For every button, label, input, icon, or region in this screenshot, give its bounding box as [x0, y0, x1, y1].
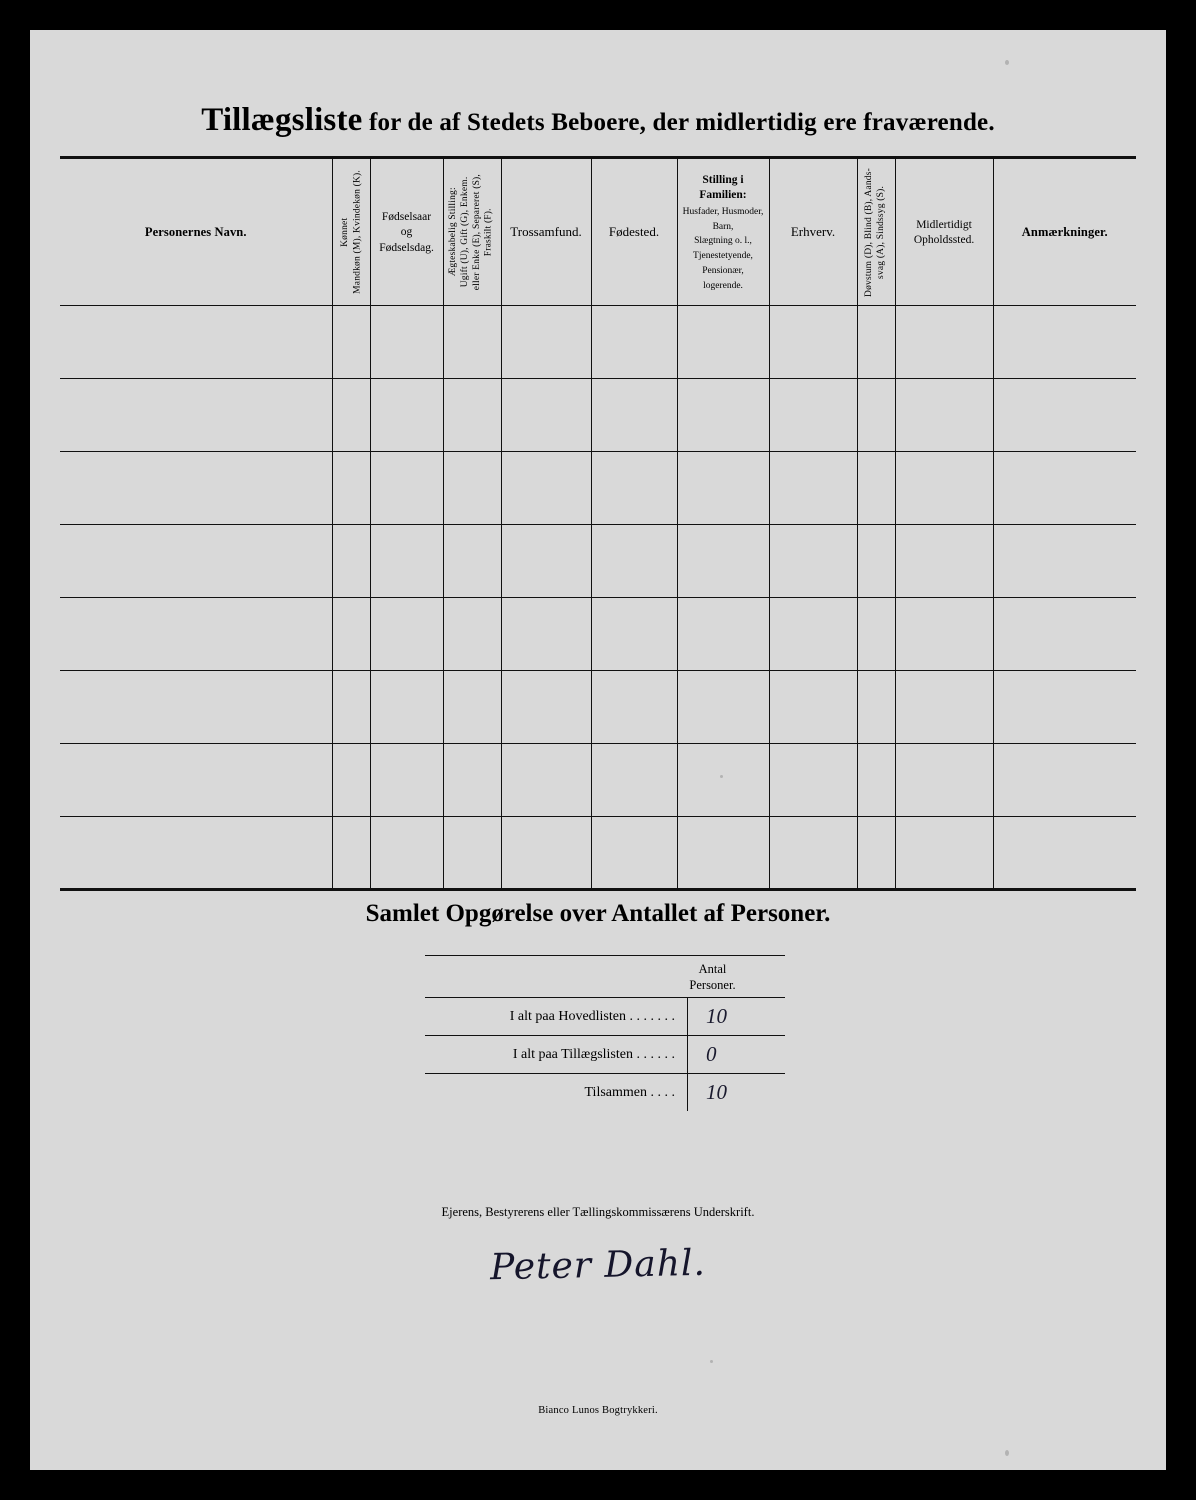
cell-fodselsaar[interactable] — [370, 379, 443, 452]
cell-navn[interactable] — [60, 744, 332, 817]
cell-anmaerkninger[interactable] — [993, 598, 1136, 671]
cell-egteskab[interactable] — [443, 306, 501, 379]
cell-opholdssted[interactable] — [895, 379, 993, 452]
summary-heading: Samlet Opgørelse over Antallet af Personer. — [365, 900, 831, 927]
cell-navn[interactable] — [60, 379, 332, 452]
cell-opholdssted[interactable] — [895, 452, 993, 525]
cell-fodested[interactable] — [591, 744, 677, 817]
signature-caption: Ejerens, Bestyrerens eller Tællingskommissærens Underskrift. — [441, 1205, 755, 1219]
cell-stilling[interactable] — [677, 452, 769, 525]
cell-trossamfund[interactable] — [501, 671, 591, 744]
table-row[interactable] — [60, 306, 1136, 379]
cell-stilling[interactable] — [677, 671, 769, 744]
cell-konnet[interactable] — [332, 525, 370, 598]
table-row[interactable] — [60, 817, 1136, 890]
signature-handwriting: Peter Dahl. — [489, 1242, 707, 1289]
col-header-erhverv: Erhverv. — [769, 158, 857, 306]
cell-erhverv[interactable] — [769, 452, 857, 525]
table-row[interactable] — [60, 671, 1136, 744]
cell-stilling[interactable] — [677, 525, 769, 598]
cell-erhverv[interactable] — [769, 744, 857, 817]
printer-imprint: Bianco Lunos Bogtrykkeri. — [538, 1405, 658, 1416]
summary-col-header: Antal Personer. — [689, 962, 736, 992]
cell-egteskab[interactable] — [443, 452, 501, 525]
table-body — [60, 306, 1136, 890]
summary-value-hovedlisten[interactable]: 10 — [687, 998, 785, 1035]
cell-konnet[interactable] — [332, 379, 370, 452]
cell-fodselsaar[interactable] — [370, 306, 443, 379]
scan-speck — [1005, 1450, 1009, 1456]
cell-fodselsaar[interactable] — [370, 598, 443, 671]
col-header-anmaerkninger: Anmærkninger. — [993, 158, 1136, 306]
cell-trossamfund[interactable] — [501, 452, 591, 525]
cell-fodested[interactable] — [591, 598, 677, 671]
cell-konnet[interactable] — [332, 817, 370, 890]
scan-speck — [720, 775, 723, 778]
cell-trossamfund[interactable] — [501, 598, 591, 671]
cell-dovstum[interactable] — [857, 452, 895, 525]
summary-label-hovedlisten: I alt paa Hovedlisten . . . . . . . — [509, 1008, 675, 1024]
cell-opholdssted[interactable] — [895, 817, 993, 890]
cell-fodested[interactable] — [591, 525, 677, 598]
page-title-rest: for de af Stedets Beboere, der midlertidig ere fraværende. — [368, 109, 995, 136]
cell-egteskab[interactable] — [443, 817, 501, 890]
col-header-konnet: Kønnet Mandkøn (M), Kvindekøn (K). — [332, 158, 370, 306]
cell-fodselsaar[interactable] — [370, 671, 443, 744]
col-header-fodselsaar: Fødselsaar og Fødselsdag. — [370, 158, 443, 306]
cell-opholdssted[interactable] — [895, 671, 993, 744]
cell-konnet[interactable] — [332, 598, 370, 671]
cell-trossamfund[interactable] — [501, 744, 591, 817]
cell-fodested[interactable] — [591, 452, 677, 525]
cell-opholdssted[interactable] — [895, 744, 993, 817]
cell-stilling[interactable] — [677, 598, 769, 671]
cell-egteskab[interactable] — [443, 671, 501, 744]
cell-egteskab[interactable] — [443, 379, 501, 452]
cell-anmaerkninger[interactable] — [993, 379, 1136, 452]
table-row[interactable] — [60, 379, 1136, 452]
cell-anmaerkninger[interactable] — [993, 744, 1136, 817]
page-title — [30, 102, 1166, 139]
cell-navn[interactable] — [60, 306, 332, 379]
scanned-form-page — [30, 30, 1166, 1470]
cell-opholdssted[interactable] — [895, 525, 993, 598]
cell-fodested[interactable] — [591, 379, 677, 452]
cell-dovstum[interactable] — [857, 598, 895, 671]
cell-konnet[interactable] — [332, 306, 370, 379]
cell-dovstum[interactable] — [857, 817, 895, 890]
cell-fodested[interactable] — [591, 817, 677, 890]
col-header-egteskabelig-stilling: Ægteskabelig Stilling: Ugift (U), Gift (G), Enkem. eller Enke (E), Separeret (S), Fraskilt (F). — [443, 158, 501, 306]
cell-navn[interactable] — [60, 817, 332, 890]
cell-dovstum[interactable] — [857, 306, 895, 379]
col-header-fodested: Fødested. — [591, 158, 677, 306]
cell-navn[interactable] — [60, 598, 332, 671]
cell-konnet[interactable] — [332, 452, 370, 525]
cell-dovstum[interactable] — [857, 744, 895, 817]
cell-egteskab[interactable] — [443, 525, 501, 598]
scan-speck — [1005, 60, 1009, 65]
cell-trossamfund[interactable] — [501, 817, 591, 890]
cell-stilling[interactable] — [677, 817, 769, 890]
col-header-midlertidigt-opholdssted: Midlertidigt Opholdssted. — [895, 158, 993, 306]
cell-erhverv[interactable] — [769, 306, 857, 379]
table-row[interactable] — [60, 598, 1136, 671]
cell-anmaerkninger[interactable] — [993, 452, 1136, 525]
cell-stilling[interactable] — [677, 379, 769, 452]
summary-row-tillaegslisten — [425, 1036, 785, 1074]
cell-fodselsaar[interactable] — [370, 525, 443, 598]
cell-trossamfund[interactable] — [501, 379, 591, 452]
summary-table — [425, 955, 785, 1111]
cell-konnet[interactable] — [332, 744, 370, 817]
cell-anmaerkninger[interactable] — [993, 306, 1136, 379]
cell-trossamfund[interactable] — [501, 525, 591, 598]
summary-value-tilsammen[interactable]: 10 — [687, 1074, 785, 1111]
scan-speck — [710, 1360, 713, 1363]
cell-egteskab[interactable] — [443, 744, 501, 817]
cell-erhverv[interactable] — [769, 379, 857, 452]
cell-egteskab[interactable] — [443, 598, 501, 671]
cell-erhverv[interactable] — [769, 671, 857, 744]
cell-dovstum[interactable] — [857, 525, 895, 598]
cell-anmaerkninger[interactable] — [993, 525, 1136, 598]
cell-navn[interactable] — [60, 452, 332, 525]
cell-fodested[interactable] — [591, 671, 677, 744]
cell-opholdssted[interactable] — [895, 598, 993, 671]
col-header-stilling-i-familien: Stilling i Familien: Husfader, Husmoder, Barn, Slægtning o. l., Tjenestetyende, Pensionær, logerende. — [677, 158, 769, 306]
cell-fodselsaar[interactable] — [370, 817, 443, 890]
cell-dovstum[interactable] — [857, 379, 895, 452]
cell-navn[interactable] — [60, 525, 332, 598]
col-header-personernes-navn: Personernes Navn. — [60, 158, 332, 306]
summary-label-tilsammen: Tilsammen . . . . — [584, 1084, 675, 1100]
cell-erhverv[interactable] — [769, 525, 857, 598]
cell-erhverv[interactable] — [769, 598, 857, 671]
col-header-dovstum: Døvstum (D), Blind (B), Aands- svag (A), Sindssyg (S). — [857, 158, 895, 306]
residents-table — [60, 156, 1136, 891]
cell-erhverv[interactable] — [769, 817, 857, 890]
cell-opholdssted[interactable] — [895, 306, 993, 379]
cell-stilling[interactable] — [677, 306, 769, 379]
table-row[interactable] — [60, 525, 1136, 598]
col-header-trossamfund: Trossamfund. — [501, 158, 591, 306]
cell-trossamfund[interactable] — [501, 306, 591, 379]
table-row[interactable] — [60, 744, 1136, 817]
cell-stilling[interactable] — [677, 744, 769, 817]
page-title-main: Tillægsliste — [201, 102, 363, 138]
cell-dovstum[interactable] — [857, 671, 895, 744]
cell-fodested[interactable] — [591, 306, 677, 379]
summary-row-hovedlisten — [425, 998, 785, 1036]
cell-anmaerkninger[interactable] — [993, 817, 1136, 890]
cell-konnet[interactable] — [332, 671, 370, 744]
cell-anmaerkninger[interactable] — [993, 671, 1136, 744]
cell-navn[interactable] — [60, 671, 332, 744]
cell-fodselsaar[interactable] — [370, 452, 443, 525]
table-row[interactable] — [60, 452, 1136, 525]
summary-row-tilsammen — [425, 1074, 785, 1111]
cell-fodselsaar[interactable] — [370, 744, 443, 817]
summary-label-tillaegslisten: I alt paa Tillægslisten . . . . . . — [512, 1046, 675, 1062]
table-header-row — [60, 158, 1136, 306]
summary-value-tillaegslisten[interactable]: 0 — [687, 1036, 785, 1073]
